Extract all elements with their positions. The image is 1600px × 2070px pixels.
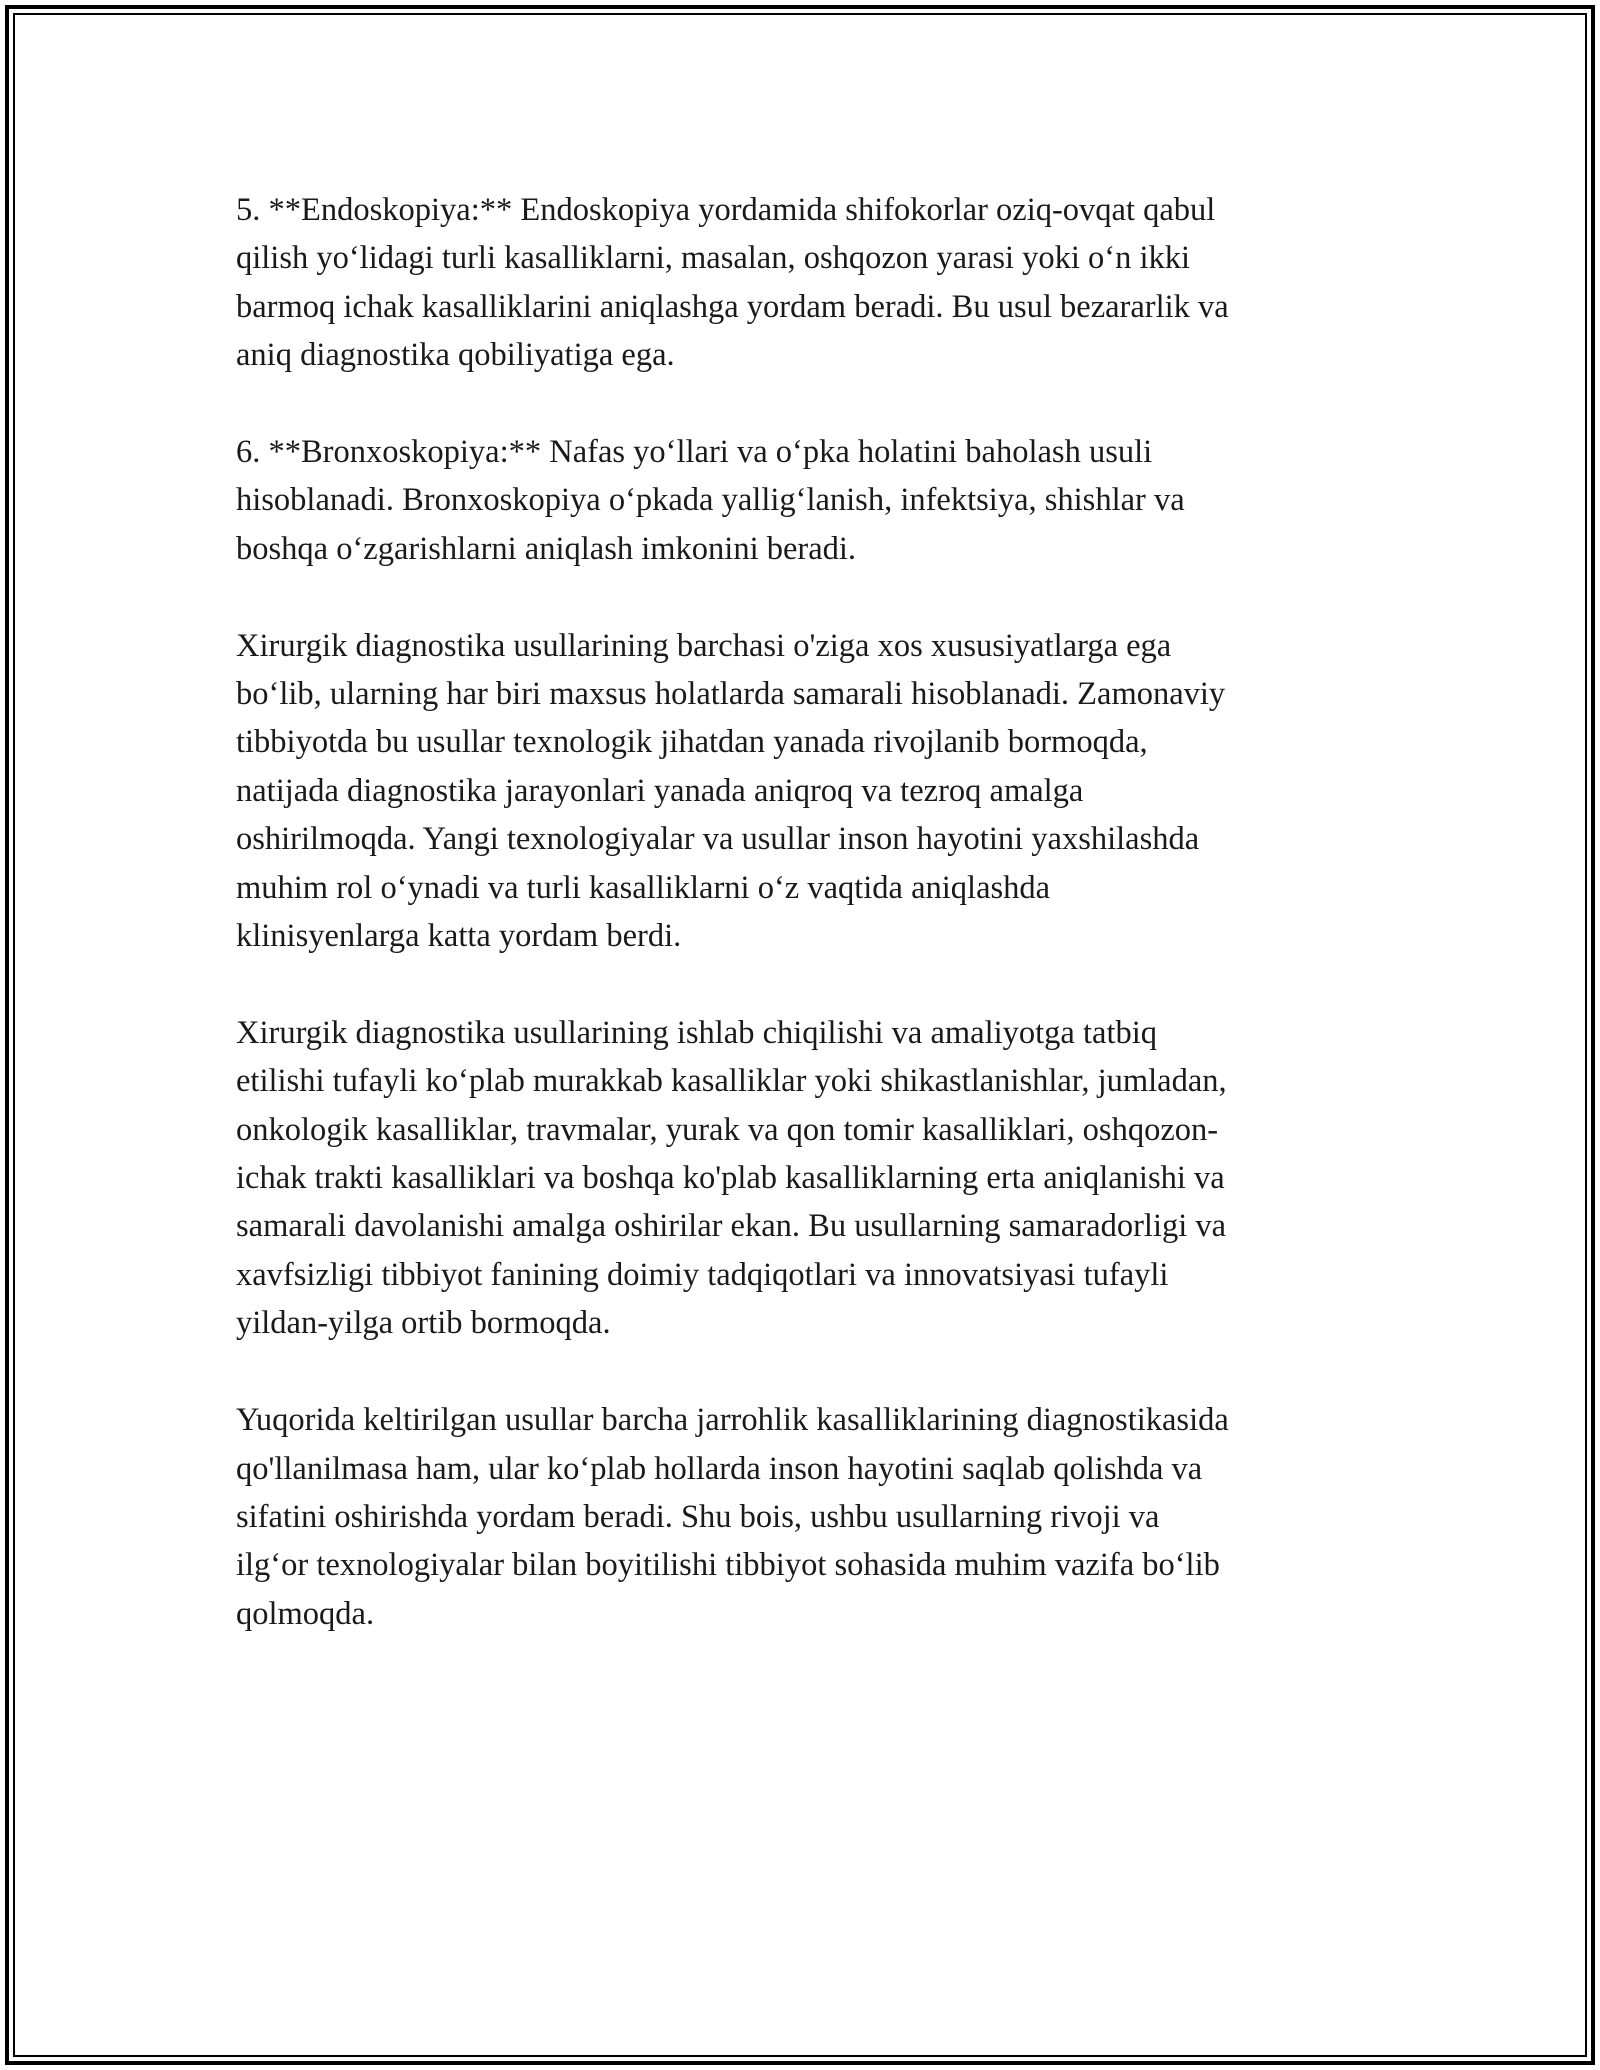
text-line: muhim rol o‘ynadi va turli kasalliklarni o‘z vaqtida aniqlashda bbox=[236, 869, 1051, 906]
text-line: xavfsizligi tibbiyot fanining doimiy tadqiqotlari va innovatsiyasi tufayli bbox=[236, 1256, 1169, 1293]
text-line: yildan-yilga ortib bormoqda. bbox=[236, 1305, 611, 1342]
text-line: etilishi tufayli ko‘plab murakkab kasalliklar yoki shikastlanishlar, jumladan, bbox=[236, 1063, 1227, 1100]
text-line: 5. **Endoskopiya:** Endoskopiya yordamida shifokorlar oziq-ovqat qabul bbox=[236, 192, 1216, 228]
text-line: qolmoqda. bbox=[236, 1595, 375, 1632]
text-line: hisoblanadi. Bronxoskopiya o‘pkada yallig‘lanish, infektsiya, shishlar va bbox=[236, 482, 1185, 519]
paragraph-development bbox=[236, 1009, 1366, 1348]
text-line: tibbiyotda bu usullar texnologik jihatdan yanada rivojlanib bormoqda, bbox=[236, 724, 1148, 761]
text-line: samarali davolanishi amalga oshirilar ekan. Bu usullarning samaradorligi va bbox=[236, 1208, 1227, 1245]
text-line: natijada diagnostika jarayonlari yanada aniqroq va tezroq amalga bbox=[236, 772, 1084, 809]
text-line: klinisyenlarga katta yordam berdi. bbox=[236, 918, 682, 955]
paragraph-conclusion bbox=[236, 1396, 1366, 1638]
document-body bbox=[236, 186, 1366, 1687]
text-line: aniq diagnostika qobiliyatiga ega. bbox=[236, 337, 675, 374]
paragraph-endoskopiya bbox=[236, 186, 1366, 380]
text-line: ichak trakti kasalliklari va boshqa ko'plab kasalliklarning erta aniqlanishi va bbox=[236, 1160, 1225, 1197]
text-line: Xirurgik diagnostika usullarining ishlab chiqilishi va amaliyotga tatbiq bbox=[236, 1014, 1157, 1051]
text-line: qilish yo‘lidagi turli kasalliklarni, masalan, oshqozon yarasi yoki o‘n ikki bbox=[236, 240, 1191, 277]
text-line: boshqa o‘zgarishlarni aniqlash imkonini beradi. bbox=[236, 530, 857, 567]
text-line: 6. **Bronxoskopiya:** Nafas yo‘llari va o‘pka holatini baholash usuli bbox=[236, 434, 1153, 471]
text-line: sifatini oshirishda yordam beradi. Shu bois, ushbu usullarning rivoji va bbox=[236, 1498, 1160, 1535]
text-line: Yuqorida keltirilgan usullar barcha jarrohlik kasalliklarining diagnostikasida bbox=[236, 1402, 1229, 1439]
text-line: qo'llanilmasa ham, ular ko‘plab hollarda inson hayotini saqlab qolishda va bbox=[236, 1450, 1203, 1487]
paragraph-summary bbox=[236, 622, 1366, 961]
text-line: onkologik kasalliklar, travmalar, yurak va qon tomir kasalliklari, oshqozon- bbox=[236, 1111, 1219, 1148]
paragraph-bronxoskopiya bbox=[236, 428, 1366, 573]
text-line: oshirilmoqda. Yangi texnologiyalar va usullar inson hayotini yaxshilashda bbox=[236, 821, 1200, 858]
text-line: Xirurgik diagnostika usullarining barchasi o'ziga xos xususiyatlarga ega bbox=[236, 627, 1172, 664]
text-line: barmoq ichak kasalliklarini aniqlashga yordam beradi. Bu usul bezararlik va bbox=[236, 288, 1229, 325]
text-line: ilg‘or texnologiyalar bilan boyitilishi tibbiyot sohasida muhim vazifa bo‘lib bbox=[236, 1547, 1220, 1584]
text-line: bo‘lib, ularning har biri maxsus holatlarda samarali hisoblanadi. Zamonaviy bbox=[236, 676, 1226, 713]
